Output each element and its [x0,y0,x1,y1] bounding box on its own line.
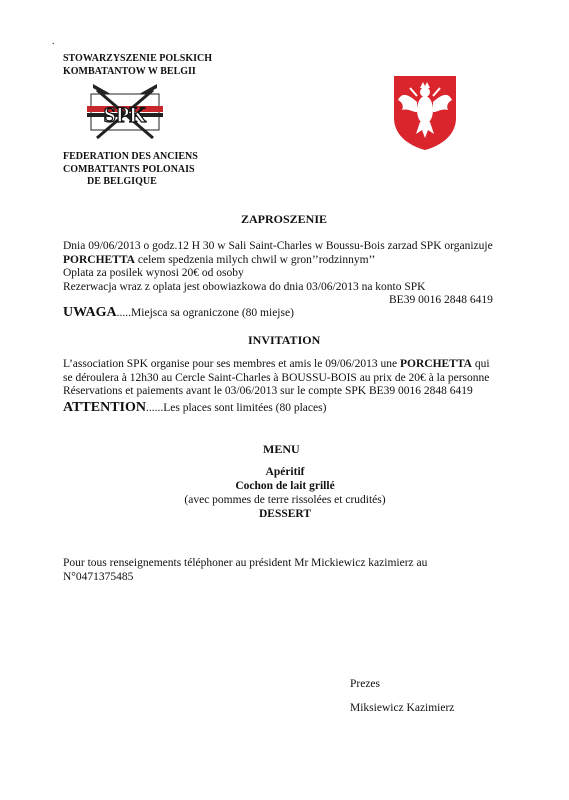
menu-list [150,465,420,521]
french-line: se déroulera à 12h30 au Cercle Saint-Charles à BOUSSU-BOIS au prix de 20€ à la personne [63,371,490,384]
title-invitation: INVITATION [248,333,321,347]
spk-logo [85,80,165,145]
french-line-end: qui [471,358,490,370]
french-paragraph [63,358,553,399]
menu-item: DESSERT [258,508,311,520]
contact-info [63,557,543,584]
org-polish-line: KOMBATANTOW W BELGII [63,66,196,77]
org-polish-line: STOWARZYSZENIE POLSKICH [63,53,213,64]
polish-warning [63,305,294,321]
menu-item: Apéritif [265,466,305,478]
warning-text: .....Miejsca sa ograniczone (80 miejse) [116,307,294,319]
french-warning [63,400,326,416]
signature-name: Miksiewicz Kazimierz [350,702,455,714]
polish-line-rest: celem spedzenia milych chwil w gron’’rodzinnym’’ [135,253,376,266]
contact-line: Pour tous renseignements téléphoner au président Mr Mickiewicz kazimierz au [63,557,428,569]
warning-label-attention: ATTENTION [63,400,146,415]
contact-phone: N°0471375485 [63,570,134,583]
french-line: Réservations et paiements avant le 03/06/2013 sur le compte SPK BE39 0016 2848 6419 [63,385,473,397]
menu-item: Cochon de lait grillé [235,480,335,492]
polish-line: Dnia 09/06/2013 o godz.12 H 30 w Sali Saint-Charles w Boussu-Bois zarzad SPK organizuje [63,240,493,252]
warning-text: ......Les places sont limitées (80 places) [145,402,327,414]
french-line-start: L’association SPK organise pour ses membres et amis le 09/06/2013 une [63,358,400,370]
polish-eagle-crest-icon [390,72,460,152]
porchetta-bold: PORCHETTA [63,253,135,266]
org-french-line: FEDERATION DES ANCIENS [63,151,198,162]
title-menu: MENU [263,442,300,456]
signature-role: Prezes [350,678,381,690]
svg-text:SPK: SPK [103,102,147,127]
polish-line-porchetta [63,254,543,268]
polish-line: Oplata za posilek wynosi 20€ od osoby [63,267,244,279]
title-zaproszenie: ZAPROSZENIE [241,212,328,226]
polish-account: BE39 0016 2848 6419 [389,294,493,306]
org-name-polish [63,52,212,78]
polish-line: Rezerwacja wraz z oplata jest obowiazkowa do dnia 03/06/2013 na konto SPK [63,280,426,293]
warning-label-uwaga: UWAGA [63,305,117,320]
french-line-porchetta [63,358,553,372]
stray-mark: . [52,36,55,47]
org-french-line: COMBATTANTS POLONAIS [63,163,195,175]
org-french-line: DE BELGIQUE [87,176,157,187]
polish-paragraph [63,240,543,308]
porchetta-bold: PORCHETTA [399,358,472,370]
menu-item: (avec pommes de terre rissolées et crudités) [184,494,386,506]
org-name-french [63,151,198,189]
